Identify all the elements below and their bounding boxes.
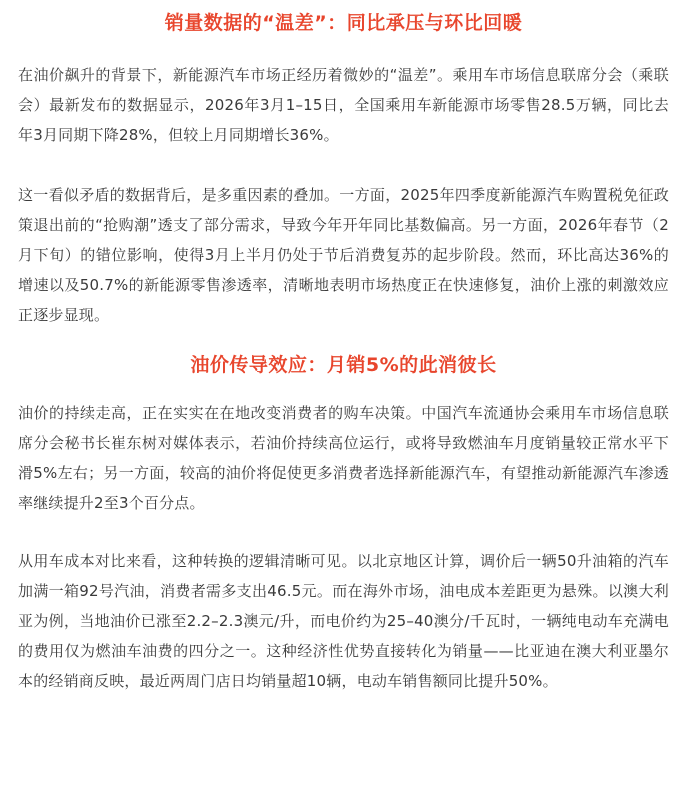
paragraph-sales-data: 在油价飙升的背景下，新能源汽车市场正经历着微妙的“温差”。乘用车市场信息联席分会（乘联会）最新发布的数据显示，2026年3月1–15日，全国乘用车新能源市场零售28.5万辆，同比去年3月同期下降28%，但较上月同期增长36%。 <box>18 66 669 144</box>
section-heading-sales-gap: 销量数据的“温差”：同比承压与环比回暖 <box>164 12 523 34</box>
paragraph-contradiction-factors: 这一看似矛盾的数据背后，是多重因素的叠加。一方面，2025年四季度新能源汽车购置税免征政策退出前的“抢购潮”透支了部分需求，导致今年开年同比基数偏高。另一方面，2026年春节（2月下旬）的错位影响，使得3月上半月仍处于节后消费复苏的起步阶段。然而，环比高达36%的增速以及50.7%的新能源零售渗透率，清晰地表明市场热度正在快速修复，油价上涨的刺激效应正逐步显现。 <box>18 186 669 324</box>
paragraph-cost-comparison: 从用车成本对比来看，这种转换的逻辑清晰可见。以北京地区计算，调价后一辆50升油箱的汽车加满一箱92号汽油，消费者需多支出46.5元。而在海外市场，油电成本差距更为悬殊。以澳大利亚为例，当地油价已涨至2.2–2.3澳元/升，而电价约为25–40澳分/千瓦时，一辆纯电动车充满电的费用仅为燃油车油费的四分之一。这种经济性优势直接转化为销量——比亚迪在澳大利亚墨尔本的经销商反映，最近两周门店日均销量超10辆，电动车销售额同比提升50%。 <box>18 552 669 690</box>
paragraph-oil-price-decision: 油价的持续走高，正在实实在在地改变消费者的购车决策。中国汽车流通协会乘用车市场信息联席分会秘书长崔东树对媒体表示，若油价持续高位运行，或将导致燃油车月度销量较正常水平下滑5%左右；另一方面，较高的油价将促使更多消费者选择新能源汽车，有望推动新能源汽车渗透率继续提升2至3个百分点。 <box>18 404 669 512</box>
section-heading-oil-price-effect: 油价传导效应：月销5%的此消彼长 <box>190 354 497 376</box>
